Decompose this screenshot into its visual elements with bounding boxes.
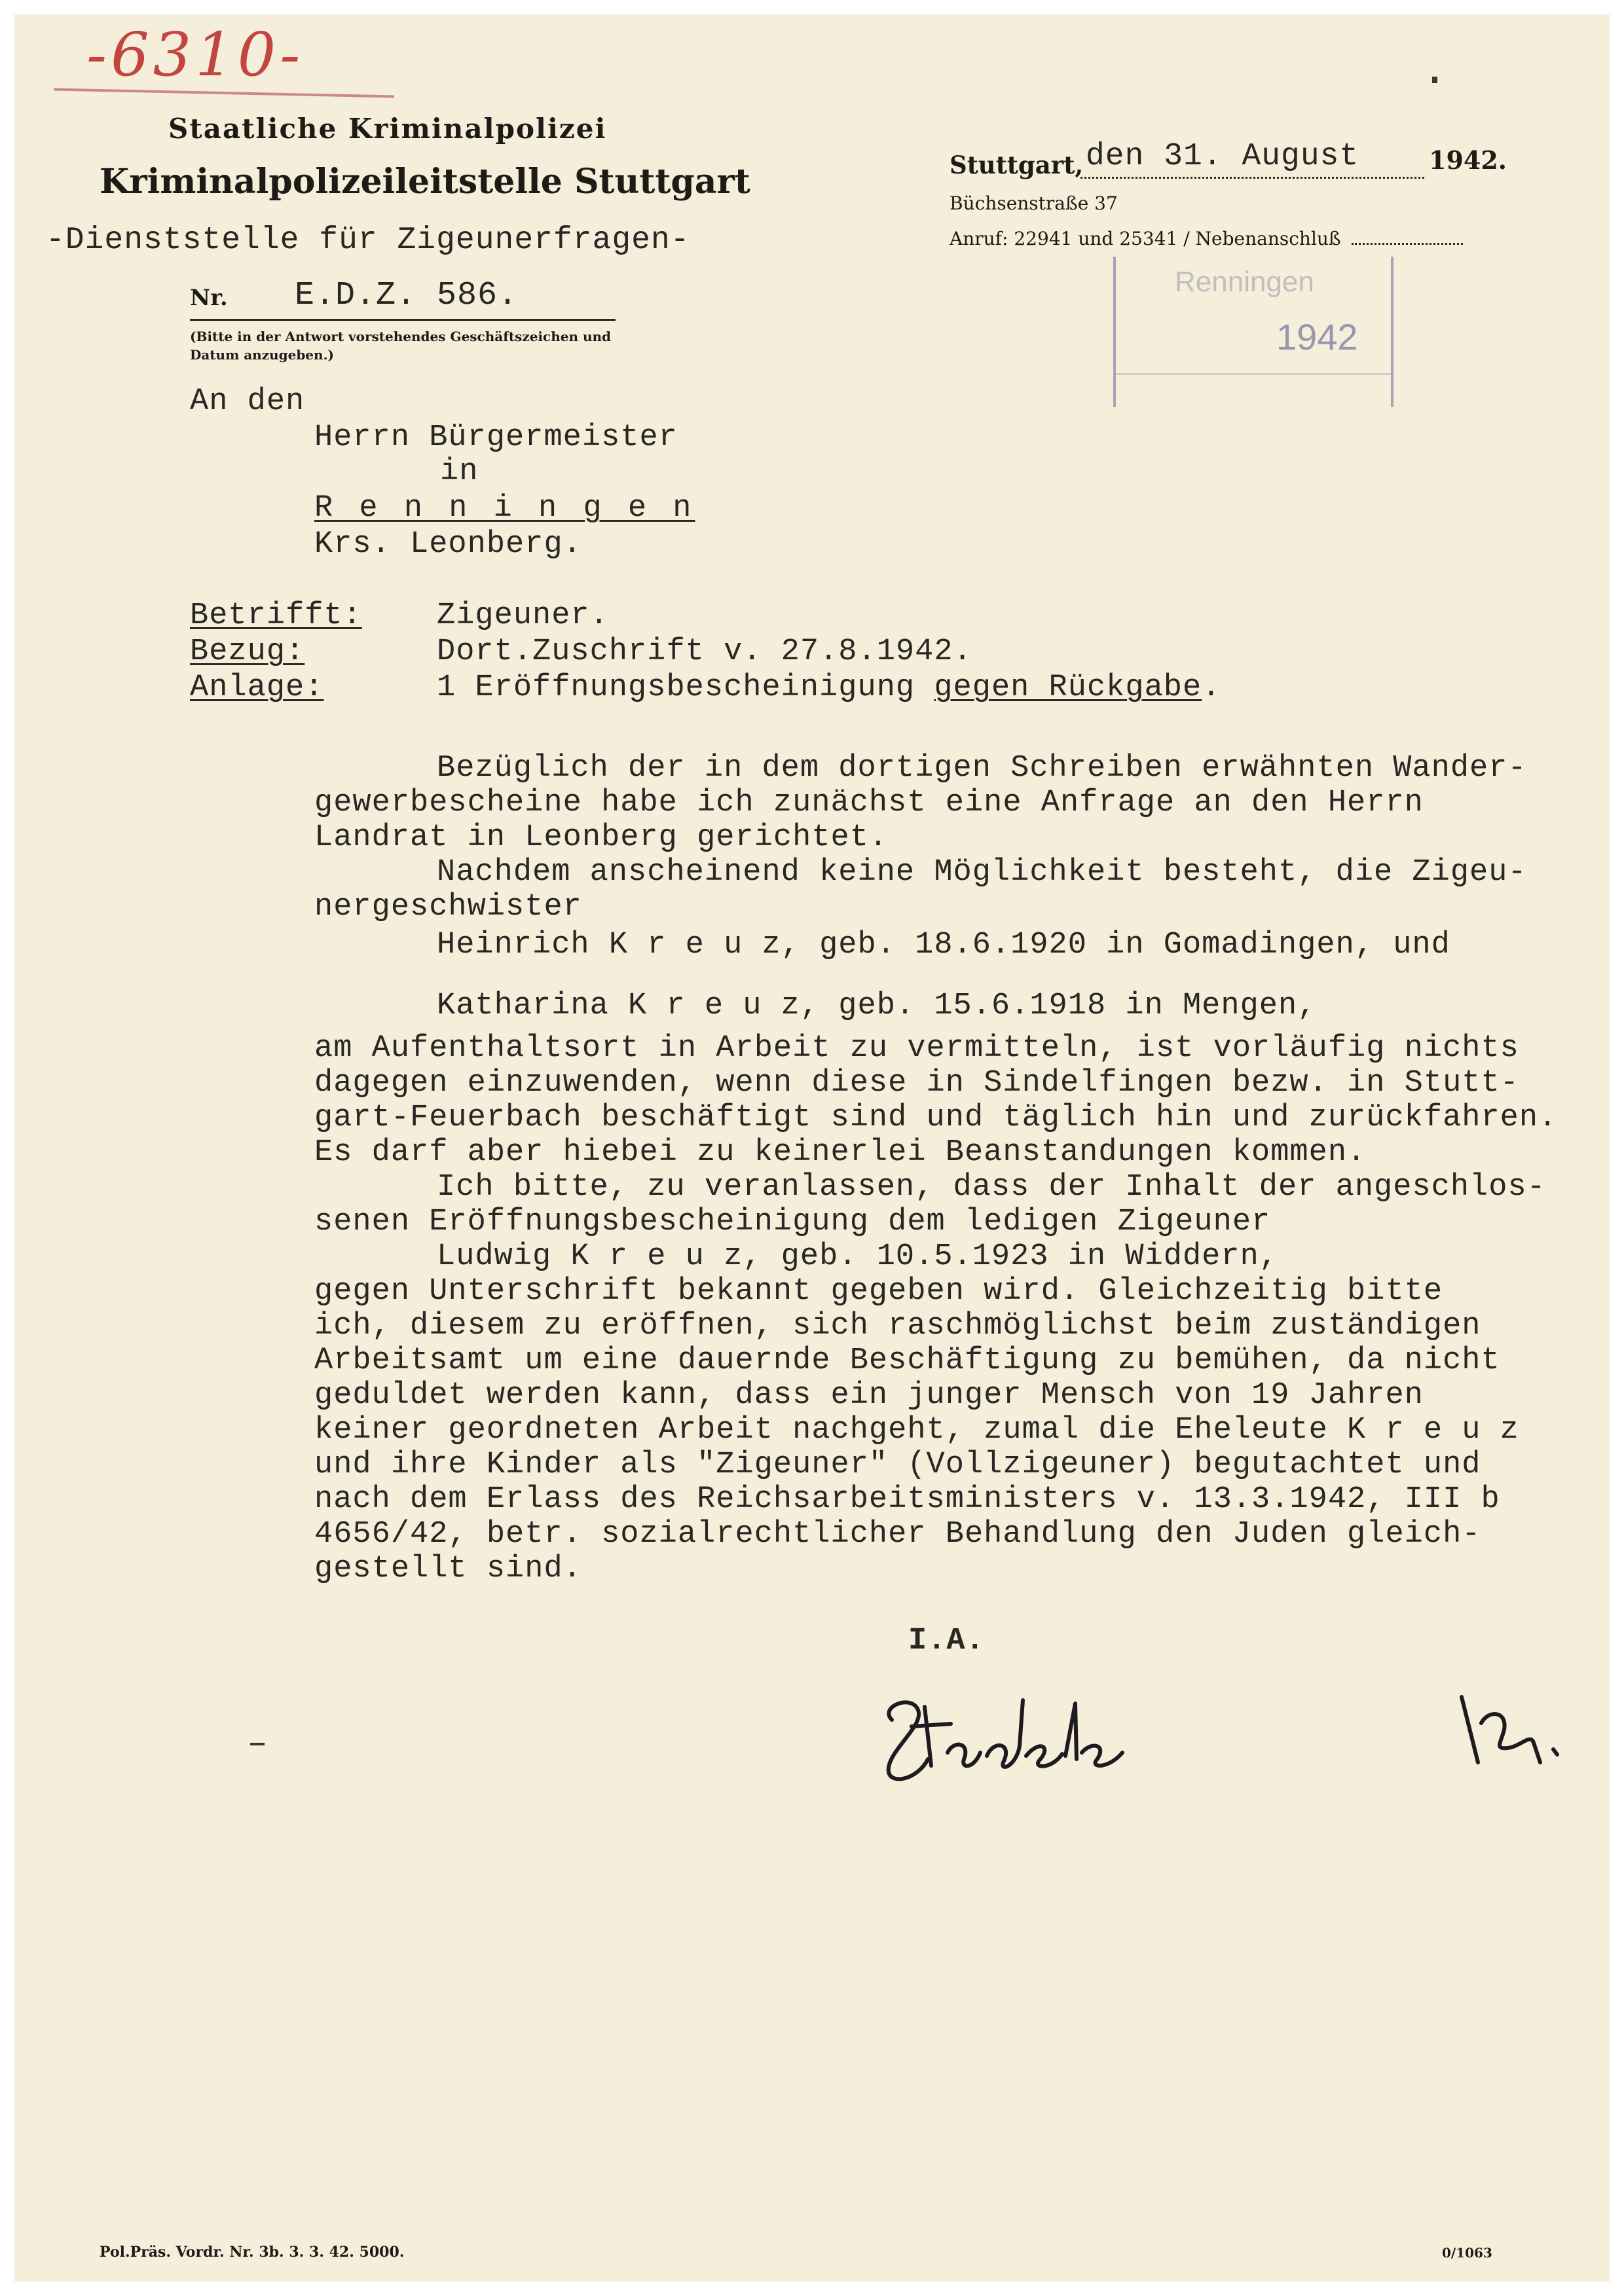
phone-extension-field xyxy=(1352,227,1463,245)
body-line-12: Ich bitte, zu veranlassen, dass der Inhalt der angeschlos- xyxy=(437,1170,1546,1205)
phone-text: Anruf: 22941 und 25341 / Nebenanschluß xyxy=(950,228,1341,249)
year-field xyxy=(1429,145,1507,175)
body-line-04: Nachdem anscheinend keine Möglichkeit besteht, die Zigeu- xyxy=(437,855,1527,890)
margin-dash-right xyxy=(1432,77,1437,83)
anlage-value-return: gegen Rückgabe xyxy=(934,670,1202,705)
body-line-16: ich, diesem zu eröffnen, sich raschmöglichst beim zuständigen xyxy=(314,1309,1481,1343)
anlage-value-end: . xyxy=(1202,670,1221,705)
body-line-21: nach dem Erlass des Reichsarbeitsministers v. 13.3.1942, III b xyxy=(314,1482,1500,1517)
archive-number: -6310- xyxy=(86,20,304,90)
body-line-06: Heinrich K r e u z, geb. 18.6.1920 in Gomadingen, und xyxy=(437,928,1450,962)
body-line-14: Ludwig K r e u z, geb. 10.5.1923 in Widdern, xyxy=(437,1239,1279,1274)
body-line-07: Katharina K r e u z, geb. 15.6.1918 in Mengen, xyxy=(437,989,1317,1023)
reference-prefix: Nr. xyxy=(190,285,228,311)
anlage-value xyxy=(437,670,1221,705)
form-number: Pol.Präs. Vordr. Nr. 3b. 3. 3. 42. 5000. xyxy=(100,2244,405,2261)
body-line-22: 4656/42, betr. sozialrechtlicher Behandlung den Juden gleich- xyxy=(314,1517,1481,1552)
signature xyxy=(866,1681,1141,1792)
body-line-08: am Aufenthaltsort in Arbeit zu vermitteln, ist vorläufig nichts xyxy=(314,1031,1519,1066)
letterhead-line2: Kriminalpolizeileitstelle Stuttgart xyxy=(100,162,750,202)
receipt-stamp xyxy=(1113,257,1393,407)
body-line-11: Es darf aber hiebei zu keinerlei Beanstandungen kommen. xyxy=(314,1135,1367,1170)
anlage-label: Anlage: xyxy=(190,670,324,705)
body-line-03: Landrat in Leonberg gerichtet. xyxy=(314,820,889,855)
reference-note: (Bitte in der Antwort vorstehendes Geschäftszeichen und Datum anzugeben.) xyxy=(190,329,612,363)
reference-row xyxy=(190,273,616,321)
street-address: Büchsenstraße 37 xyxy=(950,192,1118,214)
margin-dash-left xyxy=(250,1743,265,1745)
betrifft-label: Betrifft: xyxy=(190,598,362,633)
body-line-01: Bezüglich der in dem dortigen Schreiben erwähnten Wander- xyxy=(437,751,1527,786)
stamp-top-text: Renningen xyxy=(1175,266,1314,298)
stamp-rule xyxy=(1116,373,1391,375)
year-value: 1942. xyxy=(1429,145,1507,175)
letterhead-line3: -Dienststelle für Zigeunerfragen- xyxy=(46,223,690,258)
stamp-date-text: 1942 xyxy=(1276,316,1358,357)
body-line-15: gegen Unterschrift bekannt gegeben wird. Gleichzeitig bitte xyxy=(314,1274,1443,1309)
body-line-23: gestellt sind. xyxy=(314,1552,582,1586)
archive-page-code: 0/1063 xyxy=(1442,2245,1492,2261)
body-line-20: und ihre Kinder als "Zigeuner" (Vollzigeuner) begutachtet und xyxy=(314,1448,1481,1482)
initials-mark xyxy=(1442,1671,1573,1776)
body-line-19: keiner geordneten Arbeit nachgeht, zumal die Eheleute K r e u z xyxy=(314,1413,1519,1448)
body-line-13: senen Eröffnungsbescheinigung dem ledigen Zigeuner xyxy=(314,1205,1271,1239)
body-line-18: geduldet werden kann, dass ein junger Mensch von 19 Jahren xyxy=(314,1378,1424,1413)
body-line-10: gart-Feuerbach beschäftigt sind und täglich hin und zurückfahren. xyxy=(314,1101,1558,1135)
recipient-line3: in xyxy=(440,454,479,489)
recipient-line2: Herrn Bürgermeister xyxy=(314,420,678,455)
body-line-17: Arbeitsamt um eine dauernde Beschäftigung zu bemühen, da nicht xyxy=(314,1343,1500,1378)
body-line-09: dagegen einzuwenden, wenn diese in Sindelfingen bezw. in Stutt- xyxy=(314,1066,1519,1101)
closing-ia: I.A. xyxy=(908,1624,985,1658)
bezug-value: Dort.Zuschrift v. 27.8.1942. xyxy=(437,634,972,669)
anlage-value-main: 1 Eröffnungsbescheinigung xyxy=(437,670,934,705)
body-line-02: gewerbescheine habe ich zunächst eine Anfrage an den Herrn xyxy=(314,786,1424,820)
date-field xyxy=(1080,139,1424,179)
place-label: Stuttgart, xyxy=(950,151,1084,179)
reference-value: E.D.Z. 586. xyxy=(295,277,519,314)
bezug-label: Bezug: xyxy=(190,634,305,669)
phone-row xyxy=(950,227,1463,249)
body-line-05: nergeschwister xyxy=(314,890,582,924)
letter-page xyxy=(14,14,1610,2282)
betrifft-value: Zigeuner. xyxy=(437,598,609,633)
letterhead-line1: Staatliche Kriminalpolizei xyxy=(168,113,607,145)
recipient-district: Krs. Leonberg. xyxy=(314,527,582,562)
date-value: den 31. August xyxy=(1086,139,1359,174)
recipient-town: R e n n i n g e n xyxy=(314,491,695,526)
recipient-line1: An den xyxy=(190,384,305,419)
